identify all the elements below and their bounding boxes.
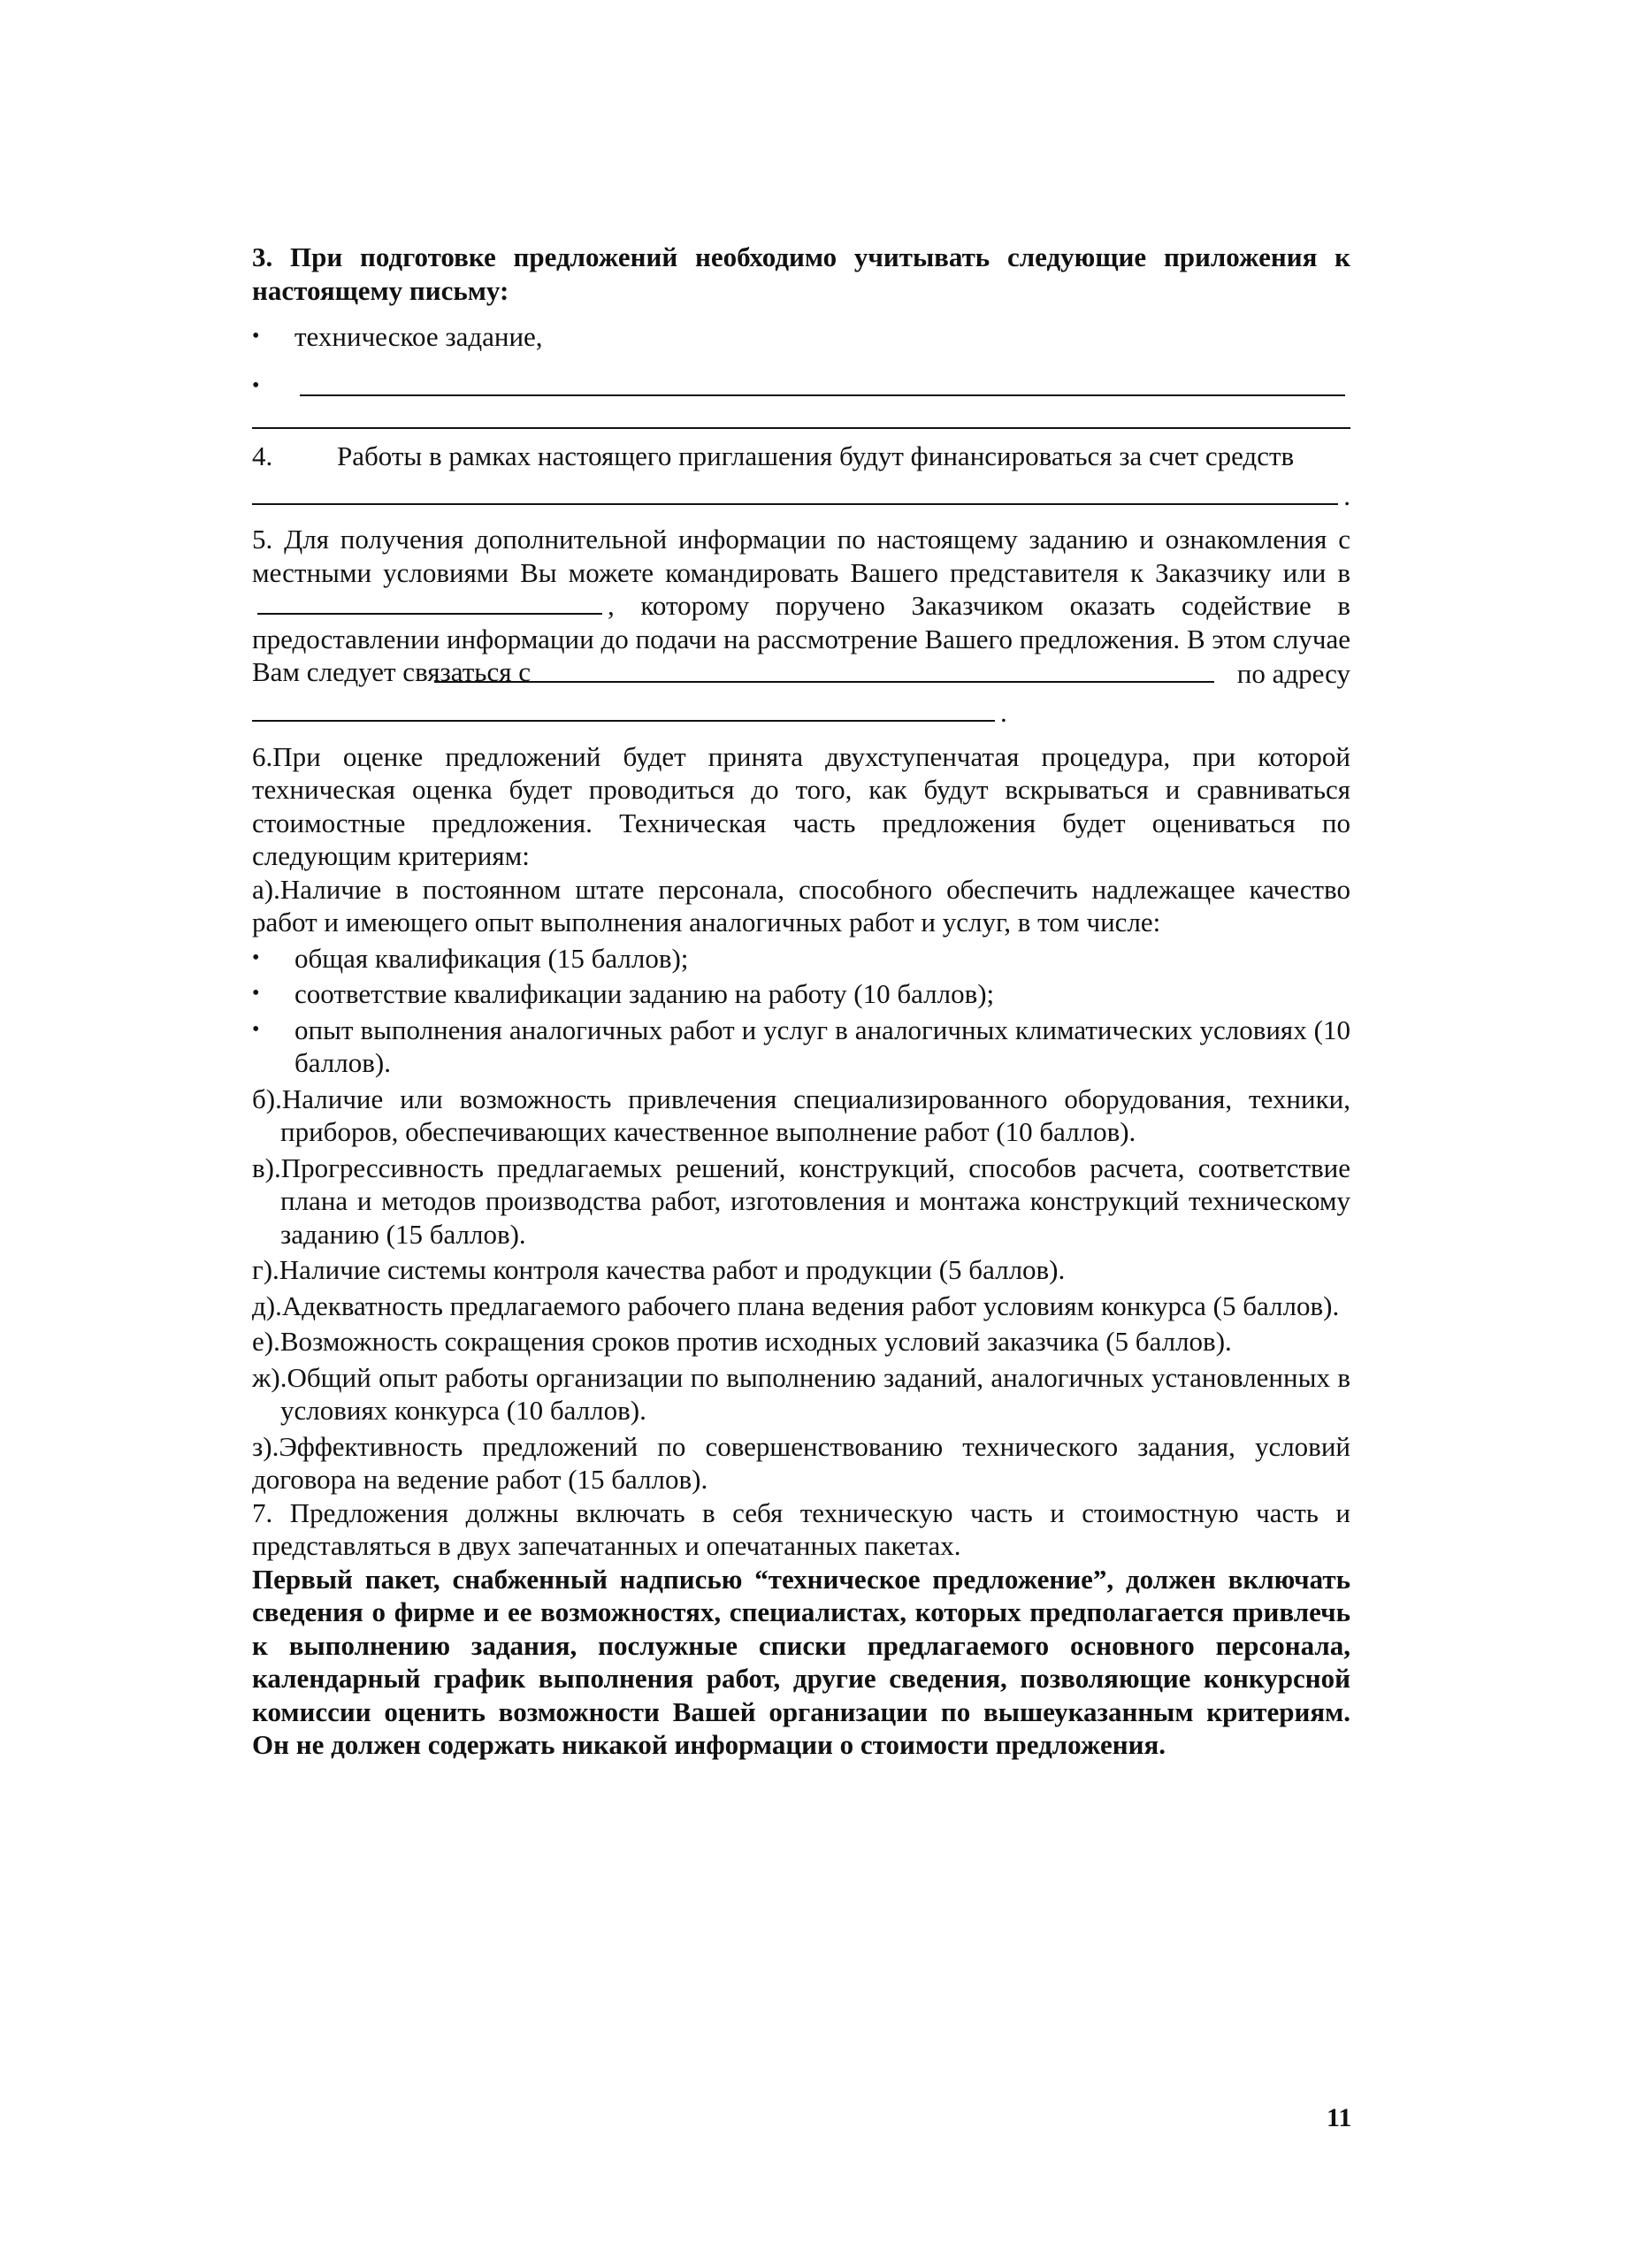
fill-in-blank-line xyxy=(252,411,1350,429)
bullet-icon: • xyxy=(252,1017,260,1041)
section-7-first-package: Первый пакет, снабженный надписью “техническое предложение”, должен включать сведения о фирме и ее возможностях, специалистах, которых предполагается привлечь к выполнению задания, послужные списки предлагаемого основного персонала, календарный график выполнения работ, другие сведения, позволяющие конкурсной комиссии оценить возможности Вашей организации по вышеуказанным критериям. Он не должен содержать никакой информации о стоимости предложения. xyxy=(252,1563,1350,1760)
criterion-zh: ж).Общий опыт работы организации по выполнению заданий, аналогичных установленных в условиях конкурса (10 баллов). xyxy=(252,1361,1350,1426)
attachment-list-item xyxy=(252,320,1350,354)
section-4-body: Работы в рамках настоящего приглашения будут финансироваться за счет средств xyxy=(337,440,1295,471)
criterion-a: а).Наличие в постоянном штате персонала, способного обеспечить надлежащее качество работ и имеющего опыт выполнения аналогичных работ и услуг, в том числе: xyxy=(252,873,1350,938)
subitem-text: опыт выполнения аналогичных работ и услуг в аналогичных климатических условиях (10 баллов). xyxy=(294,1014,1350,1078)
fill-in-blank-line xyxy=(434,656,1214,683)
section-5-contact-row xyxy=(429,656,1350,691)
fill-in-blank-line xyxy=(252,695,995,722)
section-7-text: 7. Предложения должны включать в себя техническую часть и стоимостную часть и представляться в двух запечатанных и опечатанных пакетах. xyxy=(252,1496,1350,1561)
fill-in-blank-line xyxy=(252,478,1338,505)
bullet-icon: • xyxy=(252,982,260,1005)
section-3-text: 3. При подготовке предложений необходимо учитывать следующие приложения к настоящему письму: xyxy=(252,241,1350,306)
section-4-number: 4. xyxy=(252,440,273,471)
criterion-d: д).Адекватность предлагаемого рабочего плана ведения работ условиям конкурса (5 баллов). xyxy=(252,1290,1340,1321)
bullet-icon: • xyxy=(252,325,260,348)
criterion-b: б).Наличие или возможность привлечения специализированного оборудования, техники, приборов, обеспечивающих качественное выполнение работ (10 баллов). xyxy=(252,1083,1350,1147)
attachment-item-text: техническое задание, xyxy=(294,321,543,352)
criterion-z: з).Эффективность предложений по совершенствованию технического задания, условий договора на ведение работ (15 баллов). xyxy=(252,1430,1350,1495)
document-body xyxy=(252,241,1350,1762)
subitem-text: соответствие квалификации заданию на работу (10 баллов); xyxy=(294,978,995,1009)
section-6-intro: 6.При оценке предложений будет принята двухступенчатая процедура, при которой техническая оценка будет проводиться до того, как будут вскрываться и сравниваться стоимостные предложения. Техническая часть предложения будет оцениваться по следующим критериям: xyxy=(252,740,1350,871)
section-5-address-row xyxy=(252,695,1350,730)
criterion-a-subitem xyxy=(252,1014,1350,1080)
criterion-a-subitem xyxy=(252,977,1350,1011)
criterion-e: е).Возможность сокращения сроков против исходных условий заказчика (5 баллов). xyxy=(252,1326,1232,1357)
section-4-text xyxy=(252,440,1350,473)
subitem-text: общая квалификация (15 баллов); xyxy=(294,942,689,974)
fill-in-blank-line xyxy=(257,609,602,615)
attachment-list-item-blank xyxy=(252,370,1350,403)
section-4-blank-row xyxy=(252,478,1350,513)
period-text: . xyxy=(1000,697,1007,728)
period-text: . xyxy=(1343,479,1350,511)
section-5-part1: 5. Для получения дополнительной информации по настоящему заданию и ознакомления с местными условиями Вы можете командировать Вашего представителя к Заказчику или в xyxy=(252,524,1350,588)
page-number: 11 xyxy=(1327,2103,1352,2132)
criterion-v: в).Прогрессивность предлагаемых решений, конструкций, способов расчета, соответствие плана и методов производства работ, изготовления и монтажа конструкций техническому заданию (15 баллов). xyxy=(252,1152,1350,1250)
address-label: по адресу xyxy=(1236,657,1350,689)
section-5-part2: , которому поручено Заказчиком оказать содействие в предоставлении информации до подачи на рассмотрение Вашего предложения. В этом случае Вам следует связаться с xyxy=(252,590,1350,687)
bullet-icon: • xyxy=(252,373,260,397)
bullet-icon: • xyxy=(252,945,260,969)
fill-in-blank-line xyxy=(300,370,1345,396)
criterion-a-subitem xyxy=(252,942,1350,976)
criterion-g: г).Наличие системы контроля качества работ и продукции (5 баллов). xyxy=(252,1254,1066,1285)
